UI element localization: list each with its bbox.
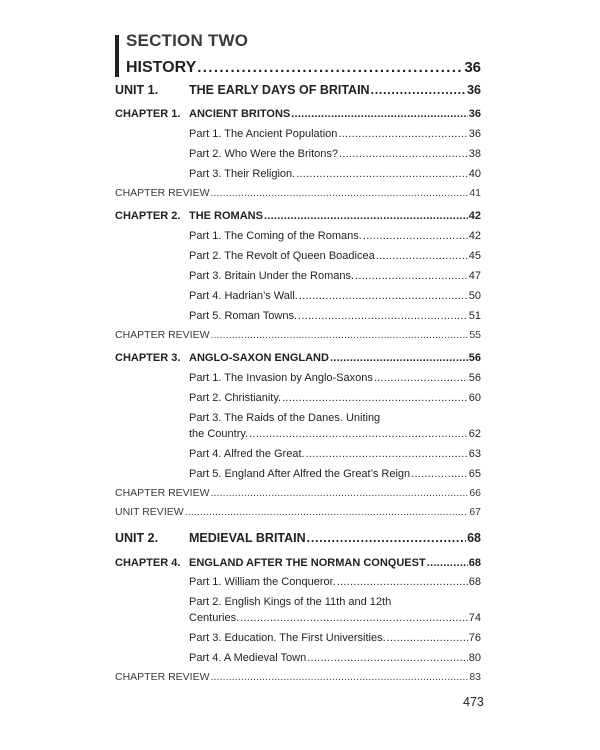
part-page: 42 [468, 230, 481, 242]
part-title: Part 3. Britain Under the Romans. [189, 270, 355, 282]
leader-dots [339, 146, 468, 162]
leader-dots [298, 308, 468, 324]
part-page: 50 [468, 290, 481, 302]
part-title-line1: Part 2. English Kings of the 11th and 12th [189, 596, 392, 608]
part-title: Part 1. The Invasion by Anglo-Saxons [189, 372, 373, 384]
part-title: Part 4. A Medieval Town [189, 652, 307, 664]
unit-number: UNIT 1. [115, 83, 159, 97]
toc-part [189, 308, 481, 324]
toc-part [189, 650, 481, 666]
toc-part [189, 466, 481, 482]
toc-part [189, 426, 481, 442]
part-page: 62 [468, 428, 481, 440]
leader-dots [264, 208, 468, 224]
history-title: HISTORY [126, 59, 197, 76]
section-label: SECTION TWO [126, 31, 249, 50]
leader-dots [411, 466, 468, 482]
part-page: 80 [468, 652, 481, 664]
review-page: 66 [469, 487, 481, 499]
unit-title: THE EARLY DAYS OF BRITAIN [189, 83, 370, 97]
leader-dots [338, 126, 467, 142]
toc-part [189, 574, 481, 590]
chapter-page: 42 [468, 210, 481, 222]
part-page: 51 [468, 310, 481, 322]
chapter-title: ENGLAND AFTER THE NORMAN CONQUEST [189, 557, 426, 569]
leader-dots [337, 574, 468, 590]
toc-part [189, 288, 481, 304]
chapter-number: CHAPTER 4. [115, 557, 181, 569]
leader-dots [240, 610, 468, 626]
toc-chapter-review [115, 669, 481, 685]
review-title: CHAPTER REVIEW [115, 329, 210, 341]
chapter-number: CHAPTER 3. [115, 352, 181, 364]
toc-part [189, 126, 481, 142]
chapter-page: 68 [468, 557, 481, 569]
leader-dots [211, 485, 469, 501]
toc-part [189, 146, 481, 162]
review-title: CHAPTER REVIEW [115, 671, 210, 683]
review-page: 41 [469, 187, 481, 199]
review-page: 55 [469, 329, 481, 341]
leader-dots [387, 630, 468, 646]
history-page: 36 [464, 59, 481, 76]
toc-part [189, 630, 481, 646]
leader-dots [306, 446, 468, 462]
part-title: Part 2. Christianity. [189, 392, 282, 404]
part-title: Part 5. England After Alfred the Great’s Reign [189, 468, 411, 480]
part-page: 68 [468, 576, 481, 588]
part-title: Centuries. [189, 612, 240, 624]
review-title: UNIT REVIEW [115, 506, 184, 518]
unit-number: UNIT 2. [115, 531, 159, 545]
part-title: Part 3. Their Religion. [189, 168, 296, 180]
toc-unit-1 [115, 82, 481, 98]
leader-dots [282, 390, 468, 406]
section-bar [115, 35, 119, 77]
page-number: 473 [463, 695, 484, 709]
part-page: 47 [468, 270, 481, 282]
leader-dots [330, 350, 468, 366]
review-page: 83 [469, 671, 481, 683]
part-page: 65 [468, 468, 481, 480]
toc-part [189, 390, 481, 406]
unit-title: MEDIEVAL BRITAIN [189, 531, 306, 545]
review-page: 67 [469, 506, 481, 518]
toc-chapter-3 [115, 350, 481, 366]
unit-page: 68 [467, 531, 481, 545]
toc-chapter-1 [115, 106, 481, 122]
chapter-page: 56 [468, 352, 481, 364]
part-title: Part 3. Education. The First Universities. [189, 632, 386, 644]
part-title: the Country. [189, 428, 249, 440]
part-title: Part 5. Roman Towns. [189, 310, 298, 322]
part-page: 76 [468, 632, 481, 644]
toc-chapter-review [115, 485, 481, 501]
leader-dots [371, 82, 467, 98]
part-title: Part 2. The Revolt of Queen Boadicea [189, 250, 375, 262]
leader-dots [197, 60, 463, 76]
part-title: Part 4. Hadrian’s Wall. [189, 290, 298, 302]
toc-part [189, 370, 481, 386]
leader-dots [307, 650, 468, 666]
part-title: Part 4. Alfred the Great. [189, 448, 305, 460]
toc-part [189, 228, 481, 244]
review-title: CHAPTER REVIEW [115, 187, 210, 199]
leader-dots [296, 166, 468, 182]
leader-dots [211, 669, 469, 685]
part-title: Part 1. The Coming of the Romans. [189, 230, 362, 242]
review-title: CHAPTER REVIEW [115, 487, 210, 499]
part-title: Part 1. The Ancient Population [189, 128, 338, 140]
leader-dots [211, 185, 469, 201]
part-title: Part 1. William the Conqueror. [189, 576, 336, 588]
toc-history-entry [126, 60, 481, 76]
leader-dots [185, 504, 469, 520]
part-page: 56 [468, 372, 481, 384]
leader-dots [374, 370, 468, 386]
toc-chapter-2 [115, 208, 481, 224]
leader-dots [363, 228, 468, 244]
unit-page: 36 [467, 83, 481, 97]
leader-dots [291, 106, 468, 122]
leader-dots [211, 327, 469, 343]
toc-part [189, 166, 481, 182]
chapter-number: CHAPTER 1. [115, 108, 181, 120]
part-page: 60 [468, 392, 481, 404]
part-title-line1: Part 3. The Raids of the Danes. Uniting [189, 412, 381, 424]
leader-dots [355, 268, 468, 284]
toc-part [189, 248, 481, 264]
part-page: 63 [468, 448, 481, 460]
leader-dots [376, 248, 468, 264]
toc-unit-review [115, 504, 481, 520]
leader-dots [427, 555, 468, 571]
leader-dots [299, 288, 468, 304]
toc-part [189, 446, 481, 462]
toc-unit-2 [115, 530, 481, 546]
chapter-title: ANCIENT BRITONS [189, 108, 291, 120]
chapter-number: CHAPTER 2. [115, 210, 181, 222]
part-page: 74 [468, 612, 481, 624]
chapter-title: ANGLO-SAXON ENGLAND [189, 352, 329, 364]
part-title: Part 2. Who Were the Britons? [189, 148, 338, 160]
part-page: 40 [468, 168, 481, 180]
chapter-page: 36 [468, 108, 481, 120]
leader-dots [307, 530, 466, 546]
toc-part [189, 268, 481, 284]
part-page: 36 [468, 128, 481, 140]
toc-chapter-4 [115, 555, 481, 571]
toc-part [189, 610, 481, 626]
chapter-title: THE ROMANS [189, 210, 263, 222]
leader-dots [249, 426, 468, 442]
toc-chapter-review [115, 327, 481, 343]
part-page: 45 [468, 250, 481, 262]
part-page: 38 [468, 148, 481, 160]
toc-chapter-review [115, 185, 481, 201]
